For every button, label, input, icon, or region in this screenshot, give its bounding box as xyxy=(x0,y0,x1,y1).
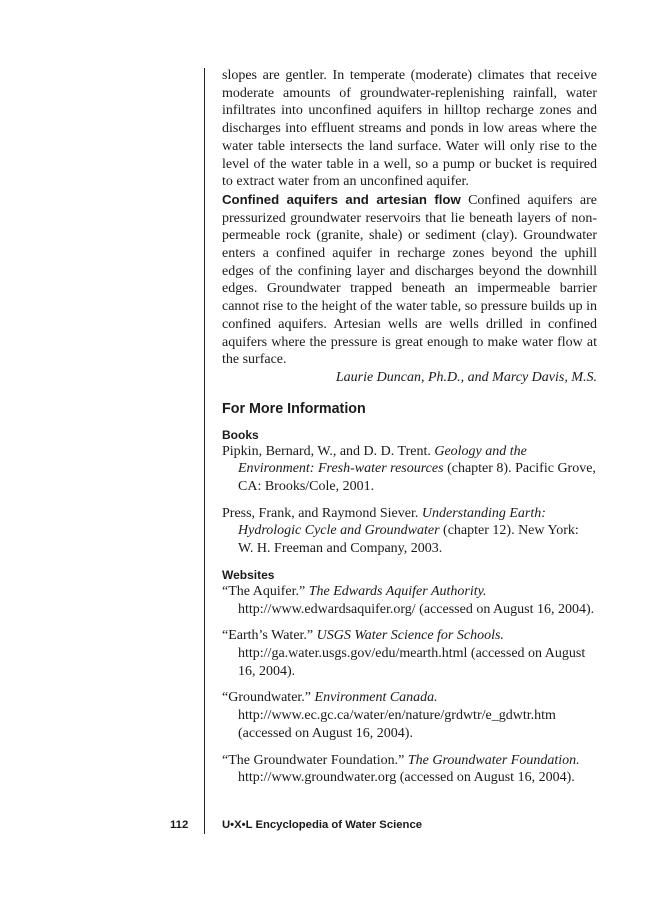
text-column xyxy=(222,67,597,787)
page-number: 112 xyxy=(170,819,189,831)
more-info-heading: For More Information xyxy=(222,400,366,417)
book-reference: Press, Frank, and Raymond Siever. Understanding Earth: Hydrologic Cycle and Groundwater (chapter 12). New York: W. H. Freeman and Company, 2003. xyxy=(222,505,579,557)
intro-paragraph: slopes are gentler. In temperate (moderate) climates that receive moderate amounts of groundwater-replenishing rainfall, water infiltrates into unconfined aquifers in hilltop recharge zones and discharges into effluent streams and ponds in low areas where the water table intersects the land surface. Water will only rise to the level of the water table in a well, so a pump or bucket is required to extract water from an unconfined aquifer. xyxy=(222,68,597,190)
website-reference: “The Groundwater Foundation.” The Groundwater Foundation. http://www.groundwater.org (accessed on August 16, 2004). xyxy=(222,752,580,786)
confined-aquifers-text: Confined aquifers are pressurized groundwater reservoirs that lie beneath layers of non-permeable rock (granite, shale) or sediment (clay). Groundwater enters a confined aquifer in recharge zones beyond the uphill edges of the confining layer and discharges beyond the downhill edges. Groundwater trapped beneath an impermeable barrier cannot rise to the height of the water table, so pressure builds up in confined aquifers. Artesian wells are wells drilled in confined aquifers where the pressure is great enough to make water flow at the surface. xyxy=(222,192,597,368)
confined-aquifers-paragraph xyxy=(222,191,597,369)
margin-rule xyxy=(204,68,205,834)
website-reference: “The Aquifer.” The Edwards Aquifer Authority. http://www.edwardsaquifer.org/ (accessed on August 16, 2004). xyxy=(222,583,595,617)
author-attribution: Laurie Duncan, Ph.D., and Marcy Davis, M.S. xyxy=(335,369,597,385)
website-reference: “Earth’s Water.” USGS Water Science for Schools. http://ga.water.usgs.gov/edu/mearth.html (accessed on August 16, 2004). xyxy=(222,628,586,679)
website-reference: “Groundwater.” Environment Canada. http://www.ec.gc.ca/water/en/nature/grdwtr/e_gdwtr.htm (accessed on August 16, 2004). xyxy=(222,690,556,741)
book-reference: Pipkin, Bernard, W., and D. D. Trent. Geology and the Environment: Fresh-water resources (chapter 8). Pacific Grove, CA: Brooks/Cole, 2001. xyxy=(222,443,596,495)
websites-heading: Websites xyxy=(222,567,275,582)
confined-aquifers-heading: Confined aquifers and artesian flow xyxy=(222,191,461,207)
books-heading: Books xyxy=(222,427,259,442)
running-title: U•X•L Encyclopedia of Water Science xyxy=(222,819,423,831)
